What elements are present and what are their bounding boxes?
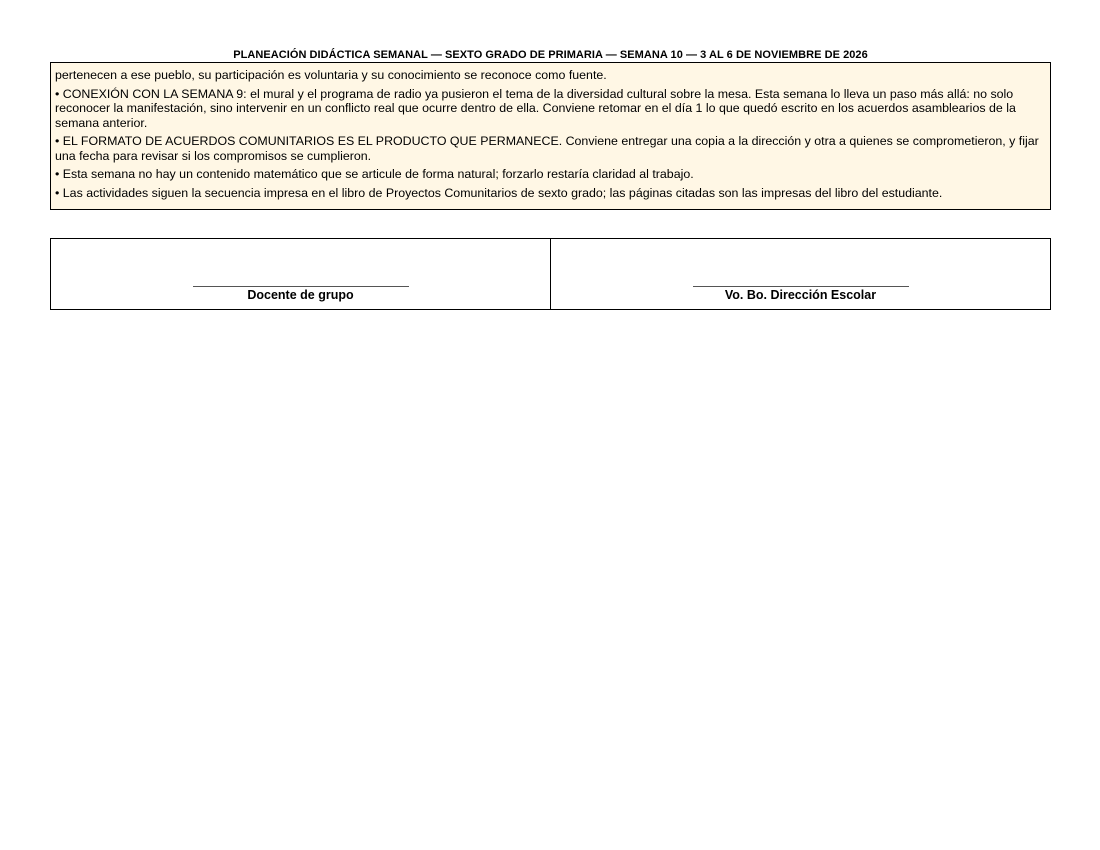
teacher-signature-line [193, 286, 409, 287]
note-week-9-connection: • CONEXIÓN CON LA SEMANA 9: el mural y el programa de radio ya pusieron el tema de la diversidad cultural sobre la mesa. Esta semana lo lleva un paso más allá: no solo reconocer la manifestación, sino intervenir en un conflicto real que ocurre dentro de ella. Conviene retomar en el día 1 lo que quedó escrito en los acuerdos asamblearios de la semana anterior. [55, 86, 1016, 130]
note-community-agreements: • EL FORMATO DE ACUERDOS COMUNITARIOS ES EL PRODUCTO QUE PERMANECE. Conviene entregar una copia a la dirección y otra a quienes se comprometieron, y fijar una fecha para revisar si los compromisos se cumplieron. [55, 134, 1039, 163]
note-math-content: • Esta semana no hay un contenido matemático que se articule de forma natural; forzarlo restaría claridad al trabajo. [55, 167, 694, 181]
director-signature-line [693, 286, 909, 287]
notes-box [50, 62, 1051, 210]
director-signature-label: Vo. Bo. Dirección Escolar [724, 288, 877, 302]
director-signature-cell [550, 239, 1050, 309]
page-title: PLANEACIÓN DIDÁCTICA SEMANAL — SEXTO GRADO DE PRIMARIA — SEMANA 10 — 3 AL 6 DE NOVIEMBRE DE 2026 [233, 49, 868, 61]
note-paragraph-continuation: pertenecen a ese pueblo, su participación es voluntaria y su conocimiento se reconoce como fuente. [55, 68, 607, 82]
signature-table [50, 238, 1051, 310]
teacher-signature-cell [51, 239, 550, 309]
teacher-signature-label: Docente de grupo [247, 288, 354, 302]
note-activity-sequence: • Las actividades siguen la secuencia impresa en el libro de Proyectos Comunitarios de sexto grado; las páginas citadas son las impresas del libro del estudiante. [55, 185, 943, 200]
